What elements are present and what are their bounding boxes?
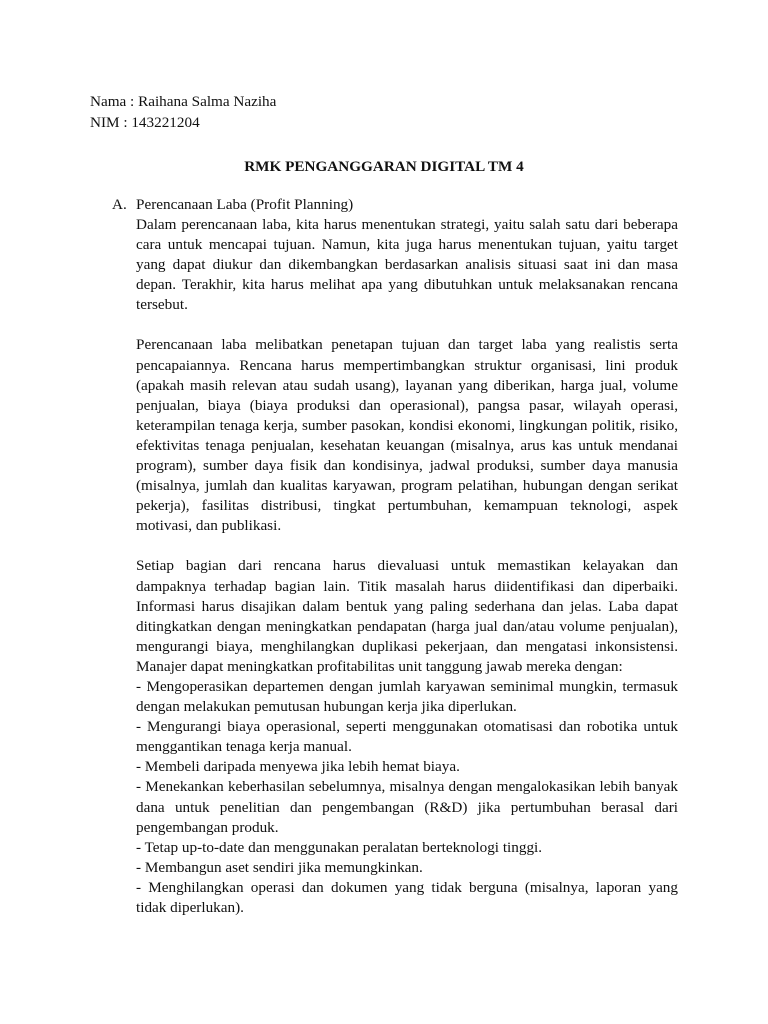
section-body — [136, 215, 678, 918]
paragraph-evaluation: Setiap bagian dari rencana harus dievaluasi untuk memastikan kelayakan dan dampaknya terhadap bagian lain. Titik masalah harus diidentifikasi dan diperbaiki. Informasi harus disajikan dalam bentuk yang paling sederhana dan jelas. Laba dapat ditingkatkan dengan meningkatkan pendapatan (harga jual dan/atau volume penjualan), mengurangi biaya, menghilangkan duplikasi pekerjaan, dan mengatasi inkonsistensi. Manajer dapat meningkatkan profitabilitas unit tanggung jawab mereka dengan: — [136, 557, 678, 675]
section-letter: A. — [112, 196, 127, 213]
document-title: RMK PENGANGGARAN DIGITAL TM 4 — [244, 158, 524, 175]
list-item: - Menghilangkan operasi dan dokumen yang tidak berguna (misalnya, laporan yang tidak diperlukan). — [136, 878, 678, 916]
list-item: - Mengurangi biaya operasional, seperti menggunakan otomatisasi dan robotika untuk menggantikan tenaga kerja manual. — [136, 718, 678, 756]
student-name: Nama : Raihana Salma Naziha — [90, 93, 277, 110]
list-item: - Menekankan keberhasilan sebelumnya, misalnya dengan mengalokasikan lebih banyak dana untuk penelitian dan pengembangan (R&D) jika pertumbuhan berasal dari pengembangan produk. — [136, 778, 678, 836]
list-item: - Membangun aset sendiri jika memungkinkan. — [136, 858, 423, 876]
list-item: - Tetap up-to-date dan menggunakan peralatan berteknologi tinggi. — [136, 838, 543, 856]
list-item: - Membeli daripada menyewa jika lebih hemat biaya. — [136, 758, 460, 776]
section-heading: Perencanaan Laba (Profit Planning) — [136, 196, 354, 213]
student-nim: NIM : 143221204 — [90, 114, 200, 131]
paragraph-strategy: Dalam perencanaan laba, kita harus menentukan strategi, yaitu salah satu dari beberapa cara untuk mencapai tujuan. Namun, kita juga harus menentukan tujuan, yaitu target yang dapat diukur dan dikembangkan berdasarkan analisis situasi saat ini dan masa depan. Terakhir, kita harus melihat apa yang dibutuhkan untuk melaksanakan rencana tersebut. — [136, 216, 678, 314]
paragraph-planning-factors: Perencanaan laba melibatkan penetapan tujuan dan target laba yang realistis serta pencapaiannya. Rencana harus mempertimbangkan struktur organisasi, lini produk (apakah masih relevan atau sudah usang), layanan yang diberikan, harga jual, volume penjualan, biaya (biaya produksi dan operasional), pangsa pasar, wilayah operasi, keterampilan tenaga kerja, sumber pasokan, kondisi ekonomi, lingkungan politik, risiko, efektivitas tenaga penjualan, kesehatan keuangan (misalnya, arus kas untuk mendanai program), sumber daya fisik dan kondisinya, jadwal produksi, sumber daya manusia (misalnya, jumlah dan kualitas karyawan, program pelatihan, hubungan dengan serikat pekerja), fasilitas distribusi, tingkat pertumbuhan, kemampuan teknologi, aspek motivasi, dan publikasi. — [136, 336, 678, 535]
list-item: - Mengoperasikan departemen dengan jumlah karyawan seminimal mungkin, termasuk dengan melakukan pemutusan hubungan kerja jika diperlukan. — [136, 677, 678, 716]
